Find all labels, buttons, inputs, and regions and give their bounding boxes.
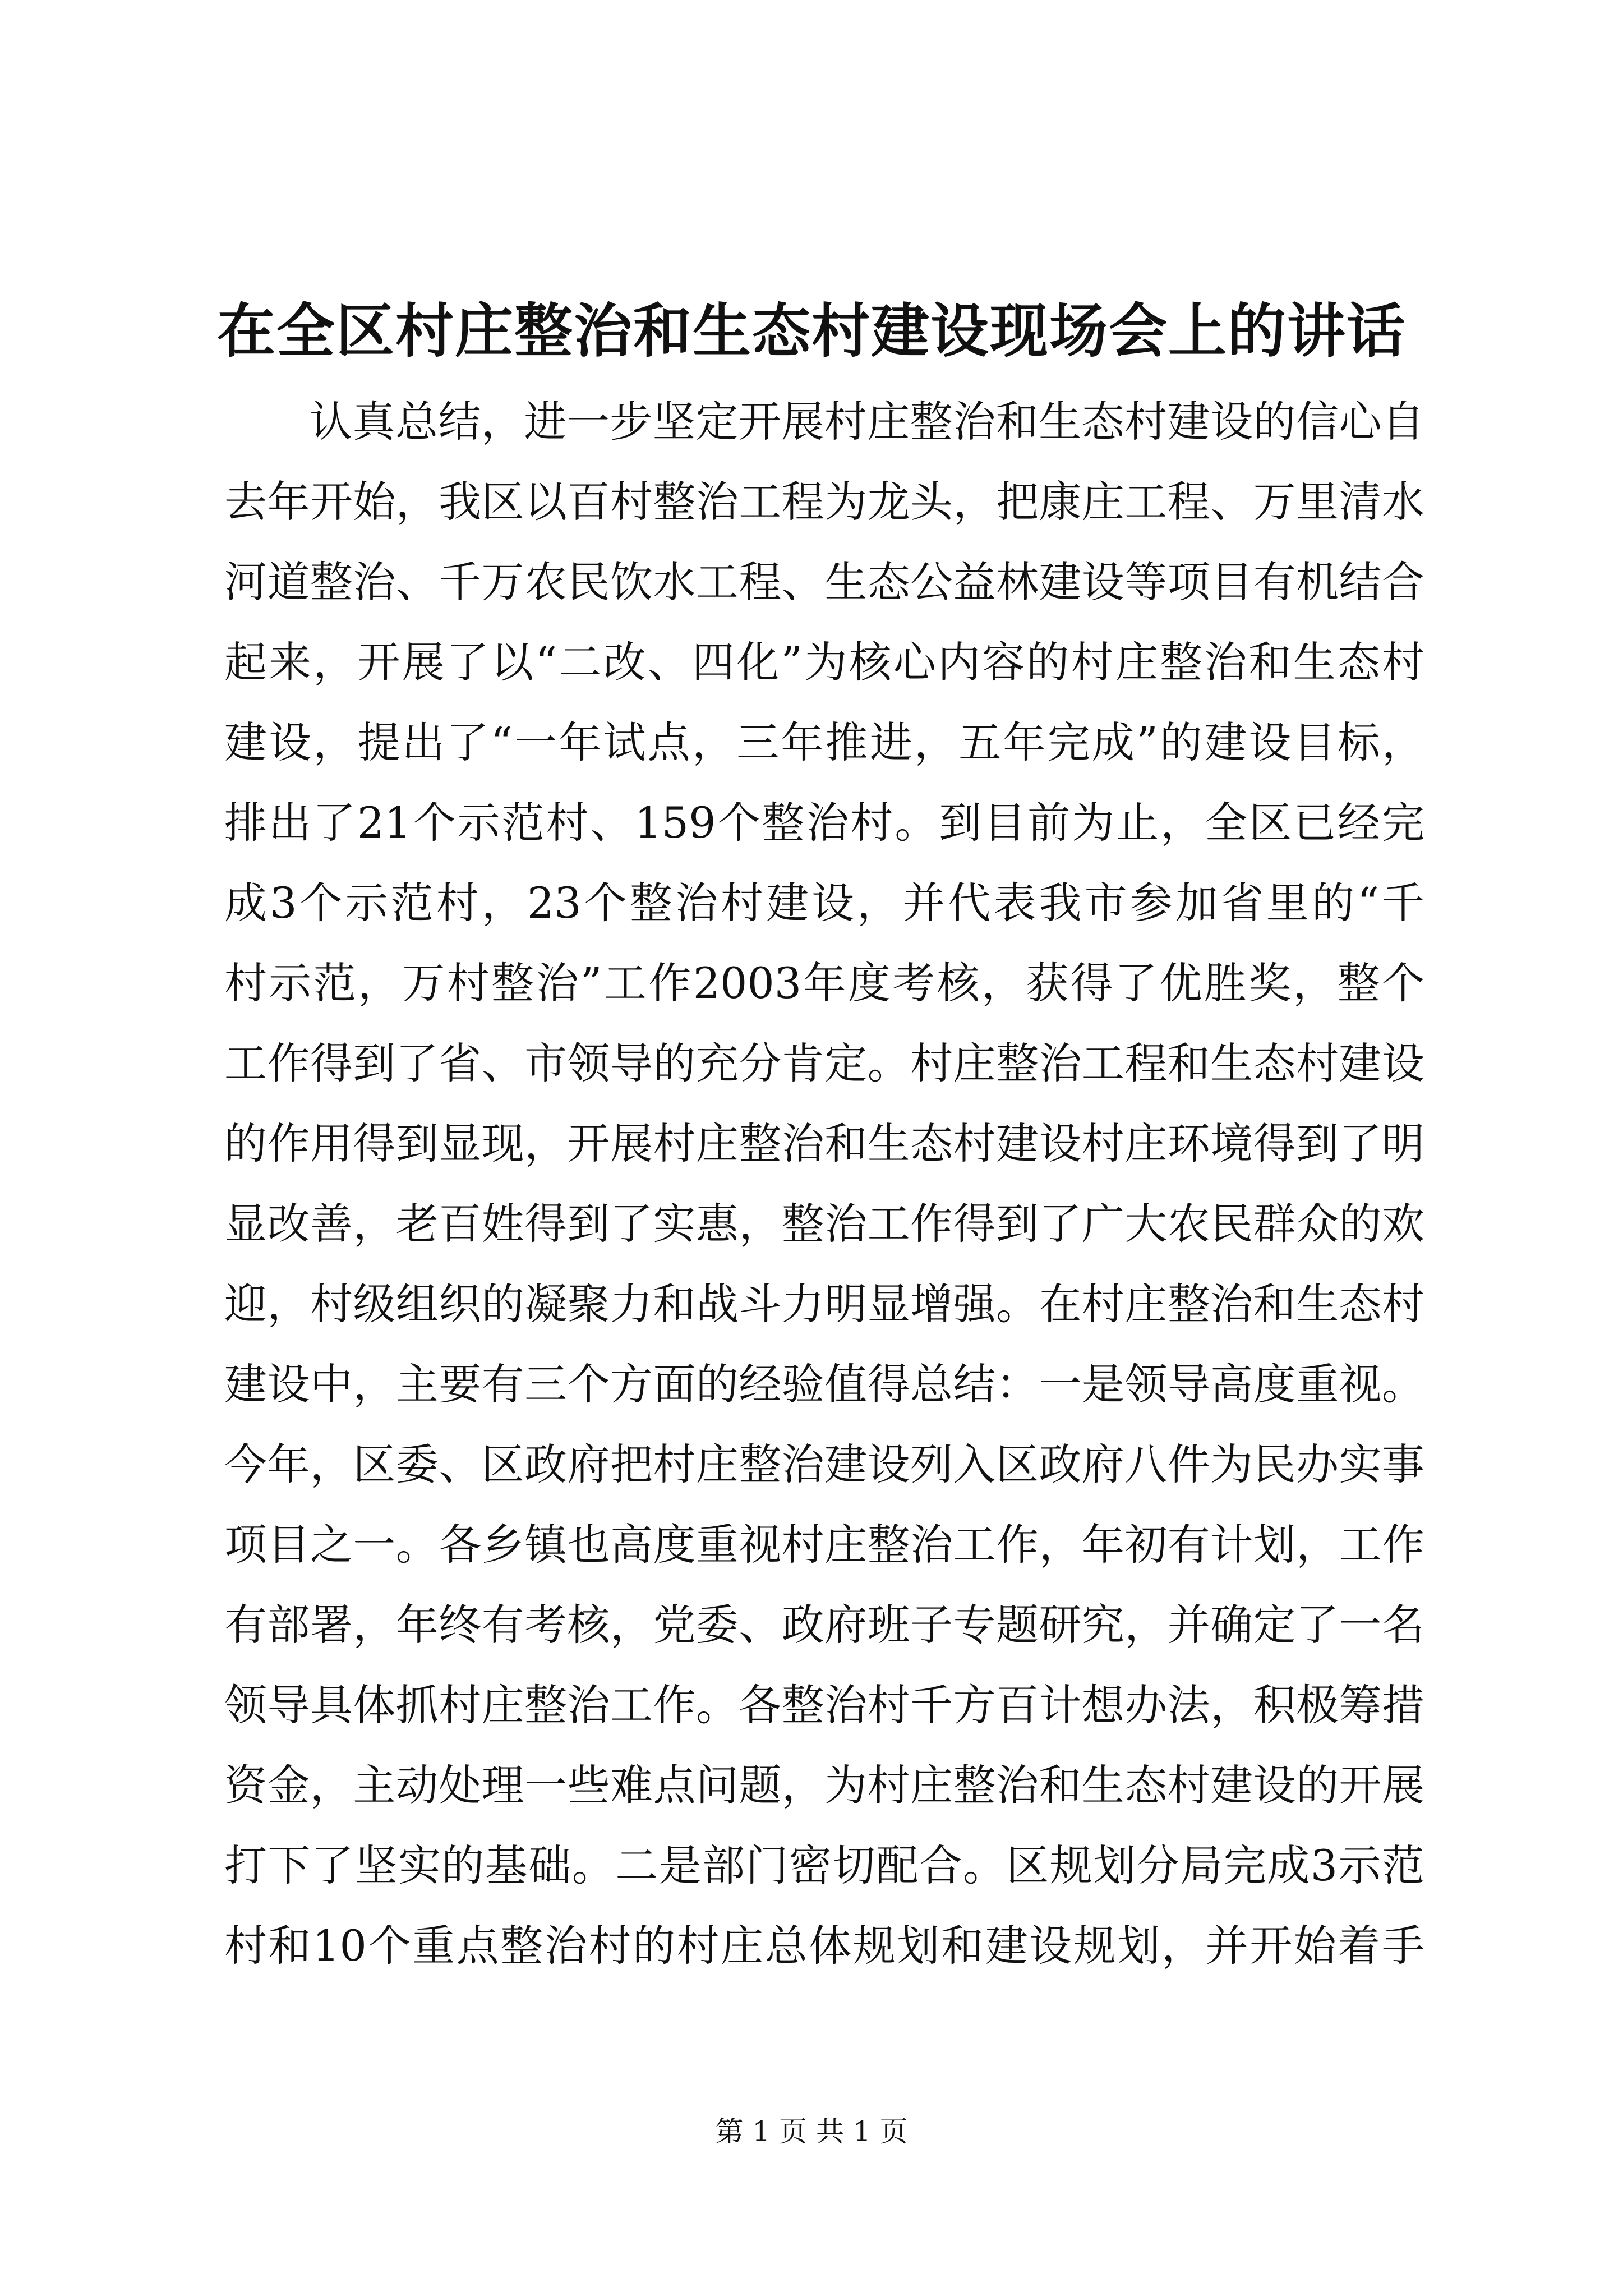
text-line: 河道整治、千万农民饮水工程、生态公益林建设等项目有机结合 [224,557,1424,607]
text-line: 打下了坚实的基础。二是部门密切配合。区规划分局完成3示范 [224,1841,1424,1890]
text-line: 项目之一。各乡镇也高度重视村庄整治工作，年初有计划，工作 [224,1520,1424,1570]
text-line: 村和10个重点整治村的村庄总体规划和建设规划，并开始着手 [224,1921,1424,1971]
page-number-footer: 第 1 页 共 1 页 [715,2115,908,2148]
text-line: 村示范，万村整治”工作2003年度考核，获得了优胜奖，整个 [224,958,1424,1008]
text-line: 工作得到了省、市领导的充分肯定。村庄整治工程和生态村建设 [224,1038,1424,1088]
text-line: 去年开始，我区以百村整治工程为龙头，把康庄工程、万里清水 [224,477,1424,527]
text-line: 建设，提出了“一年试点，三年推进，五年完成”的建设目标， [224,717,1424,767]
text-line: 建设中，主要有三个方面的经验值得总结：一是领导高度重视。 [224,1359,1424,1409]
text-line: 迎，村级组织的凝聚力和战斗力明显增强。在村庄整治和生态村 [224,1279,1424,1329]
text-line: 成3个示范村，23个整治村建设，并代表我市参加省里的“千 [224,878,1424,928]
text-line: 领导具体抓村庄整治工作。各整治村千方百计想办法，积极筹措 [224,1680,1424,1730]
text-line: 起来，开展了以“二改、四化”为核心内容的村庄整治和生态村 [224,637,1424,687]
text-line: 资金，主动处理一些难点问题，为村庄整治和生态村建设的开展 [224,1760,1424,1810]
text-line: 有部署，年终有考核，党委、政府班子专题研究，并确定了一名 [224,1600,1424,1650]
text-line: 的作用得到显现，开展村庄整治和生态村建设村庄环境得到了明 [224,1119,1424,1168]
text-line: 今年，区委、区政府把村庄整治建设列入区政府八件为民办实事 [224,1439,1424,1489]
text-line: 显改善，老百姓得到了实惠，整治工作得到了广大农民群众的欢 [224,1199,1424,1249]
text-line: 认真总结，进一步坚定开展村庄整治和生态村建设的信心自 [310,397,1424,447]
document-title: 在全区村庄整治和生态村建设现场会上的讲话 [216,296,1406,365]
body-text [224,381,1424,1986]
text-line: 排出了21个示范村、159个整治村。到目前为止，全区已经完 [224,798,1424,848]
